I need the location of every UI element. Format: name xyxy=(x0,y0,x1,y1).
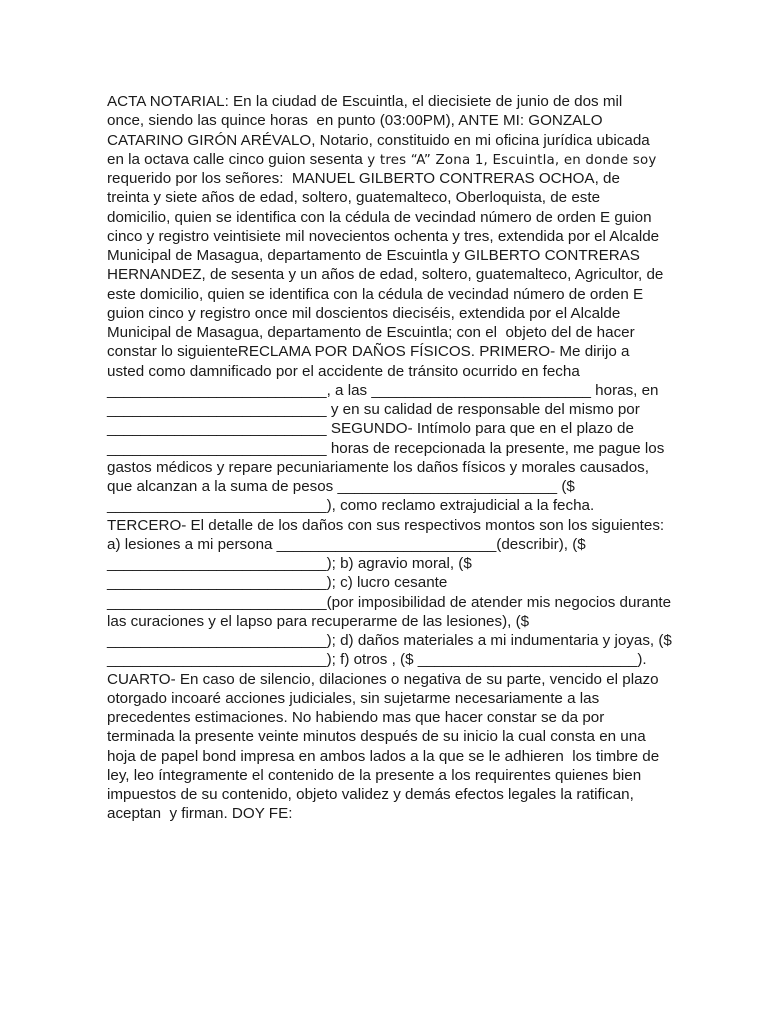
text-line: precedentes estimaciones. No habiendo mas que hacer constar se da por xyxy=(107,709,605,726)
text-line: aceptan y firman. DOY FE: xyxy=(107,805,293,823)
text-line: once, siendo las quince horas en punto (03:00PM), ANTE MI: GONZALO xyxy=(107,112,603,130)
text-segment: en la octava calle cinco guion sesenta xyxy=(107,150,363,168)
text-line: otorgado incoaré acciones judiciales, sin sujetarme necesariamente a las xyxy=(107,689,600,707)
text-line: __________________________); b) agravio moral, ($ xyxy=(107,555,472,572)
text-line: las curaciones y el lapso para recuperarme de las lesiones), ($ xyxy=(107,612,530,630)
text-line: constar lo siguienteRECLAMA POR DAÑOS FÍSICOS. PRIMERO- Me dirijo a xyxy=(107,343,630,361)
text-line: CATARINO GIRÓN ARÉVALO, Notario, constituido en mi oficina jurídica ubicada xyxy=(107,131,650,149)
text-segment-alt-font: y tres “A” Zona 1, Escuintla, en donde soy xyxy=(362,152,657,168)
notarial-document xyxy=(107,92,672,824)
text-line: ACTA NOTARIAL: En la ciudad de Escuintla, el diecisiete de junio de dos mil xyxy=(107,93,623,110)
text-line: que alcanzan a la suma de pesos __________________________ ($ xyxy=(107,478,575,495)
text-line: usted como damnificado por el accidente de tránsito ocurrido en fecha xyxy=(107,362,580,380)
text-line: __________________________ y en su calidad de responsable del mismo por xyxy=(107,401,640,418)
text-line: HERNANDEZ, de sesenta y un años de edad, soltero, guatemalteco, Agricultor, de xyxy=(107,266,664,284)
text-line: gastos médicos y repare pecuniariamente los daños físicos y morales causados, xyxy=(107,458,649,476)
text-line: terminada la presente veinte minutos después de su inicio la cual consta en una xyxy=(107,728,646,746)
text-line: __________________________, a las __________________________ horas, en xyxy=(107,381,659,399)
text-line xyxy=(107,150,667,169)
text-line: hoja de papel bond impresa en ambos lados a la que se le adhieren los timbre de xyxy=(107,747,660,765)
text-line: TERCERO- El detalle de los daños con sus respectivos montos son los siguientes: xyxy=(107,516,665,534)
text-line: Municipal de Masagua, departamento de Escuintla y GILBERTO CONTRERAS xyxy=(107,247,640,264)
text-line: requerido por los señores: MANUEL GILBERTO CONTRERAS OCHOA, de xyxy=(107,170,620,187)
text-line: treinta y siete años de edad, soltero, guatemalteco, Oberloquista, de este xyxy=(107,189,601,207)
text-line: CUARTO- En caso de silencio, dilaciones o negativa de su parte, vencido el plazo xyxy=(107,670,659,688)
text-line: Municipal de Masagua, departamento de Escuintla; con el objeto del de hacer xyxy=(107,324,635,341)
text-line: guion cinco y registro once mil doscientos dieciséis, extendida por el Alcalde xyxy=(107,304,621,322)
text-line: __________________________); f) otros , ($ __________________________). xyxy=(107,651,647,669)
text-line: cinco y registro veintisiete mil novecientos ochenta y tres, extendida por el Alcalde xyxy=(107,227,660,245)
text-line: __________________________ horas de recepcionada la presente, me pague los xyxy=(107,439,665,457)
text-line: este domicilio, quien se identifica con la cédula de vecindad número de orden E xyxy=(107,285,644,303)
text-line: __________________________ SEGUNDO- Intímolo para que en el plazo de xyxy=(107,420,634,438)
text-line: a) lesiones a mi persona __________________________(describir), ($ xyxy=(107,535,586,553)
text-line: ley, leo íntegramente el contenido de la presente a los requirentes quienes bien xyxy=(107,766,642,784)
text-line: __________________________); c) lucro cesante xyxy=(107,574,448,592)
text-line: __________________________); d) daños materiales a mi indumentaria y joyas, ($ xyxy=(107,632,672,649)
text-line: __________________________(por imposibilidad de atender mis negocios durante xyxy=(107,593,672,611)
text-line: domicilio, quien se identifica con la cédula de vecindad número de orden E guion xyxy=(107,208,652,226)
text-line: impuestos de su contenido, objeto validez y demás efectos legales la ratifican, xyxy=(107,786,634,803)
text-line: __________________________), como reclamo extrajudicial a la fecha. xyxy=(107,497,595,515)
